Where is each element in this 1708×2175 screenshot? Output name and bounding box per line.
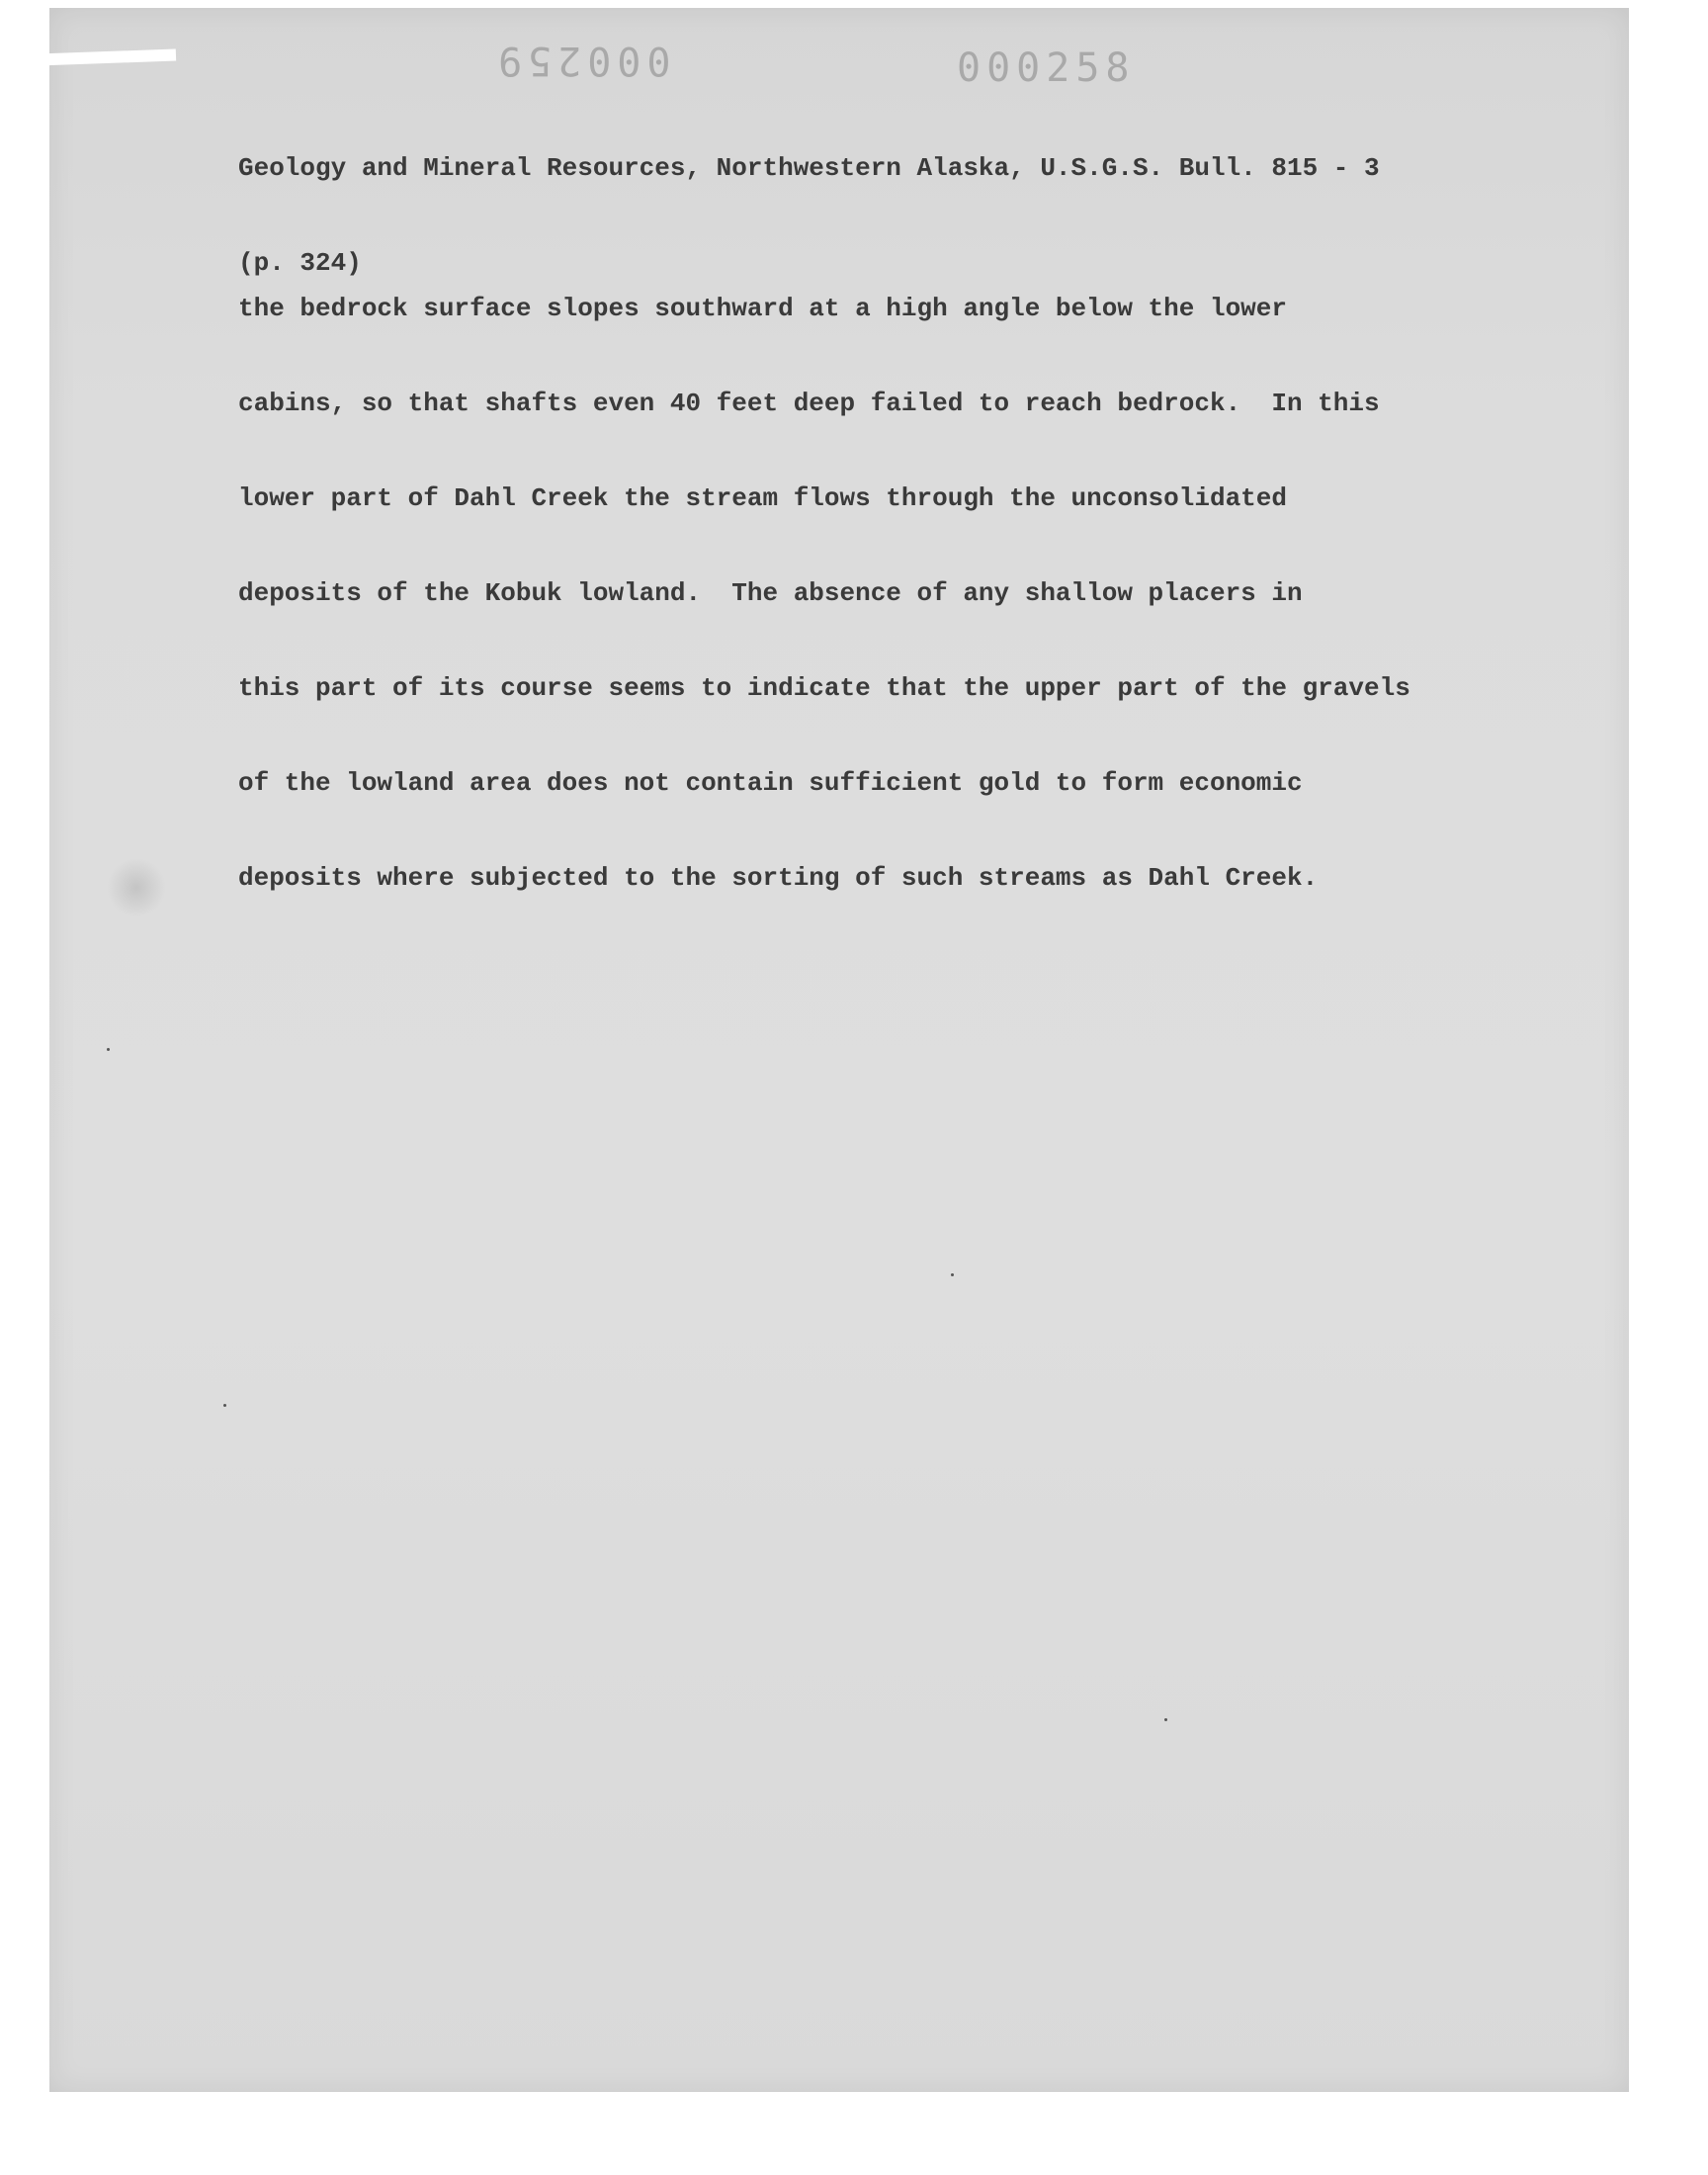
stamp-number: 000258 — [957, 45, 1136, 91]
page-smudge — [107, 858, 166, 917]
document-body — [238, 229, 1410, 925]
dust-speck — [107, 1048, 110, 1051]
stamp-number-upside-down: 000259 — [492, 38, 671, 83]
body-line: deposits of the Kobuk lowland. The absence of any shallow placers in — [238, 578, 1303, 608]
body-line: this part of its course seems to indicate that the upper part of the gravels — [238, 673, 1410, 703]
dust-speck — [951, 1273, 954, 1276]
body-line: lower part of Dahl Creek the stream flows through the unconsolidated — [238, 483, 1287, 513]
header-title: Geology and Mineral Resources, Northwestern Alaska, U.S.G.S. Bull. 815 - 3 — [238, 153, 1380, 183]
header-page-reference: (p. 324) — [238, 248, 362, 278]
body-line: of the lowland area does not contain sufficient gold to form economic — [238, 768, 1303, 798]
body-line: the bedrock surface slopes southward at a high angle below the lower — [238, 294, 1287, 323]
body-line: cabins, so that shafts even 40 feet deep failed to reach bedrock. In this — [238, 389, 1380, 418]
body-line: deposits where subjected to the sorting of such streams as Dahl Creek. — [238, 863, 1319, 893]
dust-speck — [1164, 1718, 1167, 1721]
dust-speck — [223, 1404, 226, 1407]
